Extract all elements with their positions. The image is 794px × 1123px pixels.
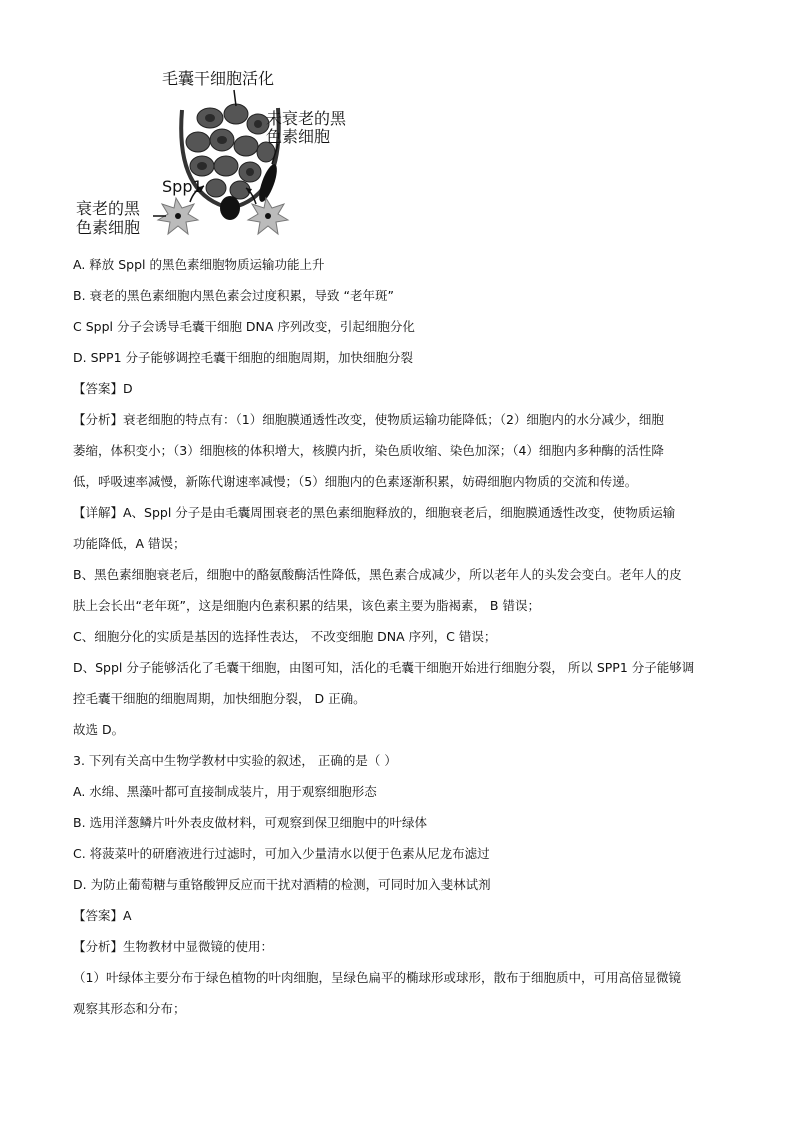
analysis-q3: 【分析】生物教材中显微镜的使用：: [73, 939, 274, 954]
q3-option-a: A. 水绵、黑藻叶都可直接制成装片，用于观察细胞形态: [73, 784, 377, 799]
option-a: A. 释放 Sppl 的黑色素细胞物质运输功能上升: [73, 257, 325, 272]
detail-line: 功能降低，A 错误；: [73, 536, 186, 551]
q3-option-c: C. 将菠菜叶的研磨液进行过滤时，可加入少量清水以便于色素从尼龙布滤过: [73, 846, 490, 861]
figure-label-spp1: Spp1: [162, 177, 203, 196]
analysis-line: 【分析】衰老细胞的特点有：（1）细胞膜通透性改变，使物质运输功能降低；（2）细胞内的水分减少，细胞: [73, 412, 664, 427]
analysis-q3-line: 观察其形态和分布；: [73, 1001, 186, 1016]
figure-label-aged-1: 衰老的黑: [76, 199, 141, 218]
melanocyte-hair-follicle-figure: [70, 68, 370, 243]
choose-line: 故选 D。: [73, 722, 125, 737]
detail-line: B、黑色素细胞衰老后，细胞中的酪氨酸酶活性降低，黑色素合成减少，所以老年人的头发会变白。老年人的皮: [73, 567, 682, 582]
detail-line: 【详解】A、Sppl 分子是由毛囊周围衰老的黑色素细胞释放的，细胞衰老后，细胞膜通透性改变，使物质运输: [73, 505, 676, 520]
detail-line: C、细胞分化的实质是基因的选择性表达， 不改变细胞 DNA 序列，C 错误；: [73, 629, 497, 644]
question-3-stem: 3. 下列有关高中生物学教材中实验的叙述， 正确的是（ ）: [73, 753, 397, 768]
figure-label-aged-2: 色素细胞: [76, 218, 141, 237]
answer-q2: 【答案】D: [73, 381, 133, 396]
q3-option-b: B. 选用洋葱鳞片叶外表皮做材料，可观察到保卫细胞中的叶绿体: [73, 815, 428, 830]
option-b: B. 衰老的黑色素细胞内黑色素会过度积累，导致 “老年斑”: [73, 288, 394, 303]
q3-option-d: D. 为防止葡萄糖与重铬酸钾反应而干扰对酒精的检测，可同时加入斐林试剂: [73, 877, 491, 892]
detail-line: 肤上会长出“老年斑”，这是细胞内色素积累的结果，该色素主要为脂褐素， B 错误；: [73, 598, 540, 613]
analysis-line: 萎缩，体积变小；（3）细胞核的体积增大，核膜内折，染色质收缩、染色加深；（4）细胞内多种酶的活性降: [73, 443, 664, 458]
figure-label-stem-cell-activation: 毛囊干细胞活化: [162, 69, 275, 88]
detail-line: D、Sppl 分子能够活化了毛囊干细胞，由图可知，活化的毛囊干细胞开始进行细胞分裂， 所以 SPP1 分子能够调: [73, 660, 695, 675]
option-d: D. SPP1 分子能够调控毛囊干细胞的细胞周期，加快细胞分裂: [73, 350, 414, 365]
detail-line: 控毛囊干细胞的细胞周期，加快细胞分裂， D 正确。: [73, 691, 366, 706]
figure-label-non-aged-2: 色素细胞: [266, 127, 331, 146]
answer-q3: 【答案】A: [73, 908, 132, 923]
option-c: C Sppl 分子会诱导毛囊干细胞 DNA 序列改变，引起细胞分化: [73, 319, 415, 334]
figure-label-non-aged-1: 未衰老的黑: [266, 109, 347, 128]
analysis-q3-line: （1）叶绿体主要分布于绿色植物的叶肉细胞，呈绿色扁平的椭球形或球形，散布于细胞质中，可用高倍显微镜: [73, 970, 681, 985]
analysis-line: 低，呼吸速率减慢，新陈代谢速率减慢；（5）细胞内的色素逐渐积累，妨碍细胞内物质的交流和传递。: [73, 474, 638, 489]
